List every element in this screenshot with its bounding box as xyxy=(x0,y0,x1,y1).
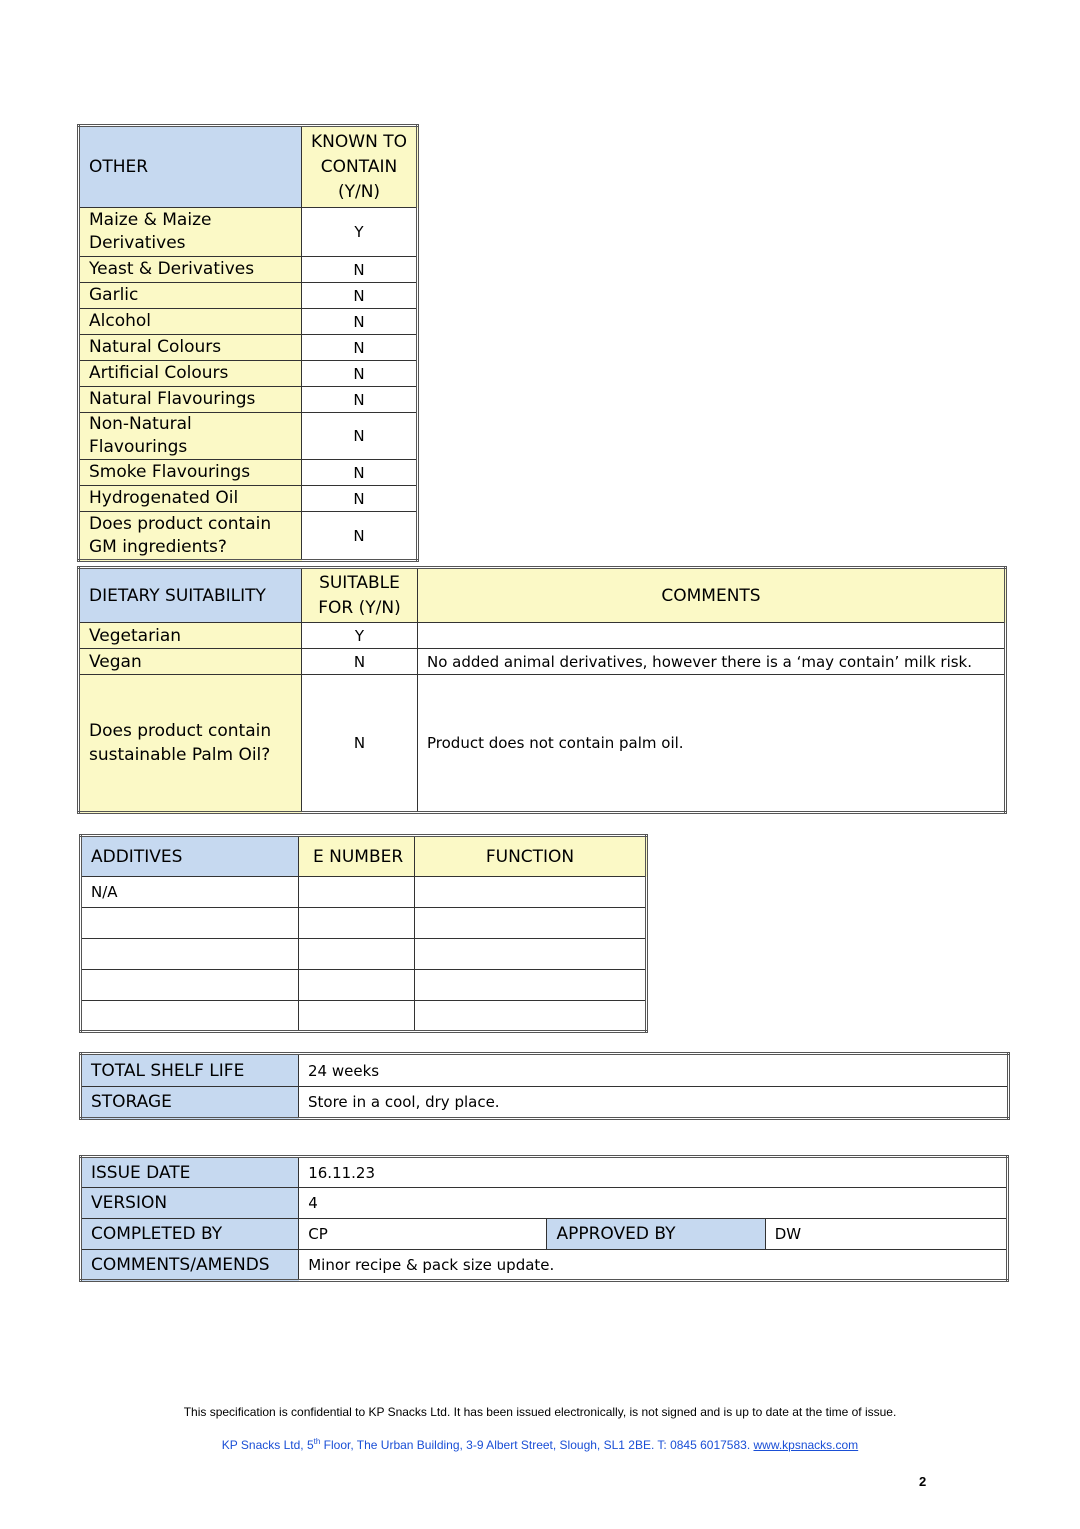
suitable-for-header: SUITABLE FOR (Y/N) xyxy=(302,568,418,623)
additive-e-number xyxy=(299,970,415,1001)
dietary-row-label: Does product contain sustainable Palm Oil? xyxy=(79,675,302,813)
other-row-value: N xyxy=(302,460,418,486)
additive-name xyxy=(81,939,299,970)
dietary-row-comment: Product does not contain palm oil. xyxy=(418,675,1006,813)
storage-label: STORAGE xyxy=(81,1087,299,1119)
dietary-row xyxy=(79,623,1006,649)
other-row-value: N xyxy=(302,486,418,512)
other-row-label: Smoke Flavourings xyxy=(79,460,302,486)
function-header: FUNCTION xyxy=(415,836,647,877)
other-row-value: N xyxy=(302,335,418,361)
additive-function xyxy=(415,1001,647,1032)
additive-row xyxy=(81,1001,647,1032)
other-row xyxy=(79,512,418,561)
dietary-row-value: N xyxy=(302,649,418,675)
other-row-value: N xyxy=(302,512,418,561)
completed-by-value: CP xyxy=(299,1219,547,1250)
version-value: 4 xyxy=(299,1188,1008,1219)
other-row-value: N xyxy=(302,361,418,387)
dietary-row-value: Y xyxy=(302,623,418,649)
dietary-table xyxy=(77,566,1007,814)
known-to-contain-header: KNOWN TO CONTAIN (Y/N) xyxy=(302,126,418,208)
other-table xyxy=(77,124,419,562)
other-row xyxy=(79,309,418,335)
additive-function xyxy=(415,877,647,908)
issue-date-value: 16.11.23 xyxy=(299,1157,1008,1188)
dietary-row-comment: No added animal derivatives, however there is a ‘may contain’ milk risk. xyxy=(418,649,1006,675)
additive-name xyxy=(81,908,299,939)
other-row-label: Garlic xyxy=(79,283,302,309)
other-row-value: N xyxy=(302,309,418,335)
other-row-label: Yeast & Derivatives xyxy=(79,257,302,283)
additives-table xyxy=(79,834,648,1033)
other-row-label: Alcohol xyxy=(79,309,302,335)
other-row-value: Y xyxy=(302,208,418,257)
dietary-row-comment xyxy=(418,623,1006,649)
other-row-label: Natural Flavourings xyxy=(79,387,302,413)
comments-amends-value: Minor recipe & pack size update. xyxy=(299,1250,1008,1281)
approved-by-label: APPROVED BY xyxy=(547,1219,765,1250)
dietary-row-label: Vegan xyxy=(79,649,302,675)
comments-header: COMMENTS xyxy=(418,568,1006,623)
dietary-row-value: N xyxy=(302,675,418,813)
additive-name: N/A xyxy=(81,877,299,908)
other-row-label: Artificial Colours xyxy=(79,361,302,387)
other-row xyxy=(79,460,418,486)
address-suffix: Floor, The Urban Building, 3-9 Albert Street, Slough, SL1 2BE. T: 0845 6017583. xyxy=(320,1438,754,1452)
other-row-value: N xyxy=(302,413,418,460)
shelf-life-value: 24 weeks xyxy=(299,1054,1009,1087)
additive-e-number xyxy=(299,1001,415,1032)
other-row xyxy=(79,486,418,512)
e-number-header: E NUMBER xyxy=(299,836,415,877)
other-row xyxy=(79,387,418,413)
dietary-row-label: Vegetarian xyxy=(79,623,302,649)
other-row-label: Natural Colours xyxy=(79,335,302,361)
other-row-label: Non-Natural Flavourings xyxy=(79,413,302,460)
approved-by-value: DW xyxy=(765,1219,1007,1250)
company-address xyxy=(0,1437,1080,1452)
other-row xyxy=(79,283,418,309)
issue-table xyxy=(79,1155,1009,1282)
confidentiality-note: This specification is confidential to KP Snacks Ltd. It has been issued electronically, is not signed and is up to date at the time of issue. xyxy=(183,1405,897,1419)
other-row-label: Does product contain GM ingredients? xyxy=(79,512,302,561)
dietary-row xyxy=(79,649,1006,675)
other-row-value: N xyxy=(302,257,418,283)
address-prefix: KP Snacks Ltd, 5 xyxy=(221,1438,314,1452)
dietary-header-label: DIETARY SUITABILITY xyxy=(79,568,302,623)
other-row-label: Hydrogenated Oil xyxy=(79,486,302,512)
other-row-value: N xyxy=(302,387,418,413)
comments-amends-label: COMMENTS/AMENDS xyxy=(81,1250,299,1281)
page-number: 2 xyxy=(919,1474,927,1489)
website-link[interactable]: www.kpsnacks.com xyxy=(753,1438,859,1452)
additive-function xyxy=(415,908,647,939)
other-row-value: N xyxy=(302,283,418,309)
additive-name xyxy=(81,1001,299,1032)
completed-by-label: COMPLETED BY xyxy=(81,1219,299,1250)
additive-function xyxy=(415,939,647,970)
issue-date-label: ISSUE DATE xyxy=(81,1157,299,1188)
version-label: VERSION xyxy=(81,1188,299,1219)
additive-function xyxy=(415,970,647,1001)
additive-e-number xyxy=(299,877,415,908)
additives-header-label: ADDITIVES xyxy=(81,836,299,877)
other-row xyxy=(79,257,418,283)
additive-name xyxy=(81,970,299,1001)
additive-row xyxy=(81,877,647,908)
address-sup: th xyxy=(313,1437,321,1446)
additive-row xyxy=(81,939,647,970)
other-header-label: OTHER xyxy=(79,126,302,208)
other-row-label: Maize & Maize Derivatives xyxy=(79,208,302,257)
additive-e-number xyxy=(299,939,415,970)
other-row xyxy=(79,208,418,257)
shelf-life-label: TOTAL SHELF LIFE xyxy=(81,1054,299,1087)
shelf-life-table xyxy=(79,1052,1010,1120)
other-row xyxy=(79,335,418,361)
other-row xyxy=(79,413,418,460)
storage-value: Store in a cool, dry place. xyxy=(299,1087,1009,1119)
dietary-row xyxy=(79,675,1006,813)
additive-row xyxy=(81,908,647,939)
other-row xyxy=(79,361,418,387)
additive-row xyxy=(81,970,647,1001)
additive-e-number xyxy=(299,908,415,939)
